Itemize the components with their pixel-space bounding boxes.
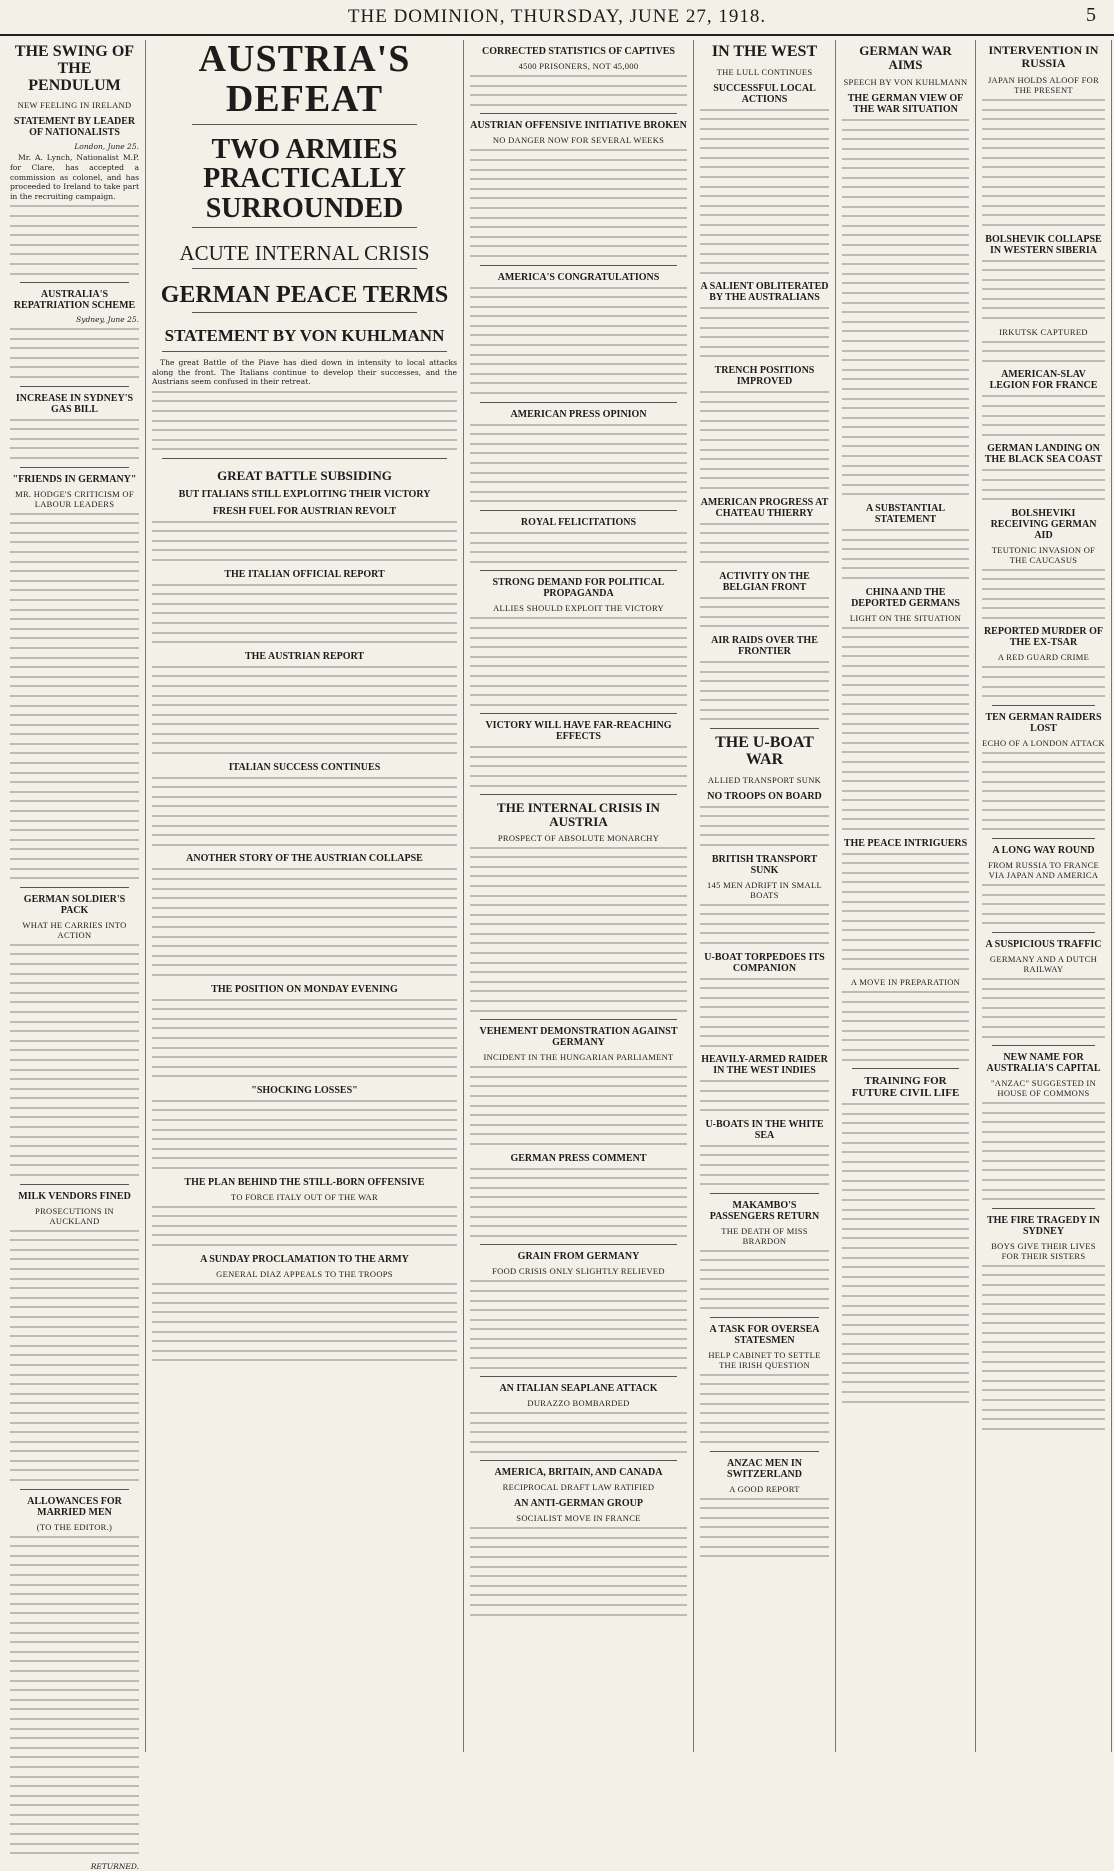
text-block: [982, 752, 1105, 831]
headline-german-view: THE GERMAN VIEW OF THE WAR SITUATION: [847, 93, 964, 116]
headline-royal: ROYAL FELICITATIONS: [520, 516, 637, 528]
text-block: [152, 666, 457, 754]
text-block: [700, 904, 829, 944]
text-block: [470, 75, 687, 106]
headline-grain: GRAIN FROM GERMANY: [517, 1251, 640, 1263]
headline-italian-report: THE ITALIAN OFFICIAL REPORT: [224, 568, 385, 580]
text-block: [470, 532, 687, 563]
subhead-seaplane: DURAZZO BOMBARDED: [527, 1398, 630, 1409]
headline-vehement: VEHEMENT DEMONSTRATION AGAINST GERMANY: [479, 1026, 678, 1049]
headline-anti-german: AN ANTI-GERMAN GROUP: [514, 1498, 643, 1510]
headline-swing: THE SWING OF THE PENDULUM: [14, 43, 135, 94]
headline-seaplane: AN ITALIAN SEAPLANE ATTACK: [499, 1383, 658, 1395]
headline-italian-success: ITALIAN SUCCESS CONTINUES: [228, 761, 381, 773]
text-block: [152, 777, 457, 846]
subhead-long-way: FROM RUSSIA TO FRANCE VIA JAPAN AND AMERICA: [987, 860, 1100, 881]
subhead-british-transport: 145 MEN ADRIFT IN SMALL BOATS: [707, 879, 822, 900]
headline-intervention: INTERVENTION IN RUSSIA: [988, 43, 1099, 70]
headline-substantial-statement: A SUBSTANTIAL STATEMENT: [865, 503, 945, 526]
headline-congratulations: AMERICA'S CONGRATULATIONS: [497, 271, 660, 283]
subhead-battle: BUT ITALIANS STILL EXPLOITING THEIR VICTORY: [178, 488, 431, 500]
subhead-internal-crisis: PROSPECT OF ABSOLUTE MONARCHY: [497, 832, 660, 843]
text-block: [700, 978, 829, 1047]
headline-fire-tragedy: THE FIRE TRAGEDY IN SYDNEY: [986, 1214, 1101, 1237]
headline-anzac: ANZAC MEN IN SWITZERLAND: [726, 1457, 803, 1480]
headline-bolshevik-collapse: BOLSHEVIK COLLAPSE IN WESTERN SIBERIA: [985, 233, 1102, 256]
headline-sunday: A SUNDAY PROCLAMATION TO THE ARMY: [200, 1253, 409, 1265]
subhead-pack: WHAT HE CARRIES INTO ACTION: [22, 919, 127, 940]
subhead-war-aims: SPEECH BY VON KUHLMANN: [843, 77, 968, 88]
headline-white-sea: U-BOATS IN THE WHITE SEA: [705, 1118, 824, 1141]
text-block: [982, 884, 1105, 924]
masthead: [0, 0, 1114, 36]
text-block: [10, 419, 139, 459]
headline-raider: HEAVILY-ARMED RAIDER IN THE WEST INDIES: [701, 1054, 828, 1077]
subhead-sunday: GENERAL DIAZ APPEALS TO THE TROOPS: [216, 1268, 393, 1279]
article-text: Mr. A. Lynch, Nationalist M.P. for Clare, has accepted a commission as colonel, and has proceeded to Ireland to take part in the recruiting campaign.: [10, 153, 139, 201]
text-block: [152, 1283, 457, 1362]
subhead-intervention: JAPAN HOLDS ALOOF FOR THE PRESENT: [987, 75, 1100, 96]
column-5: [836, 40, 976, 1752]
subhead-uboat: ALLIED TRANSPORT SUNK: [707, 774, 822, 785]
text-block: [982, 99, 1105, 226]
text-block: [700, 1374, 829, 1443]
headline-war-aims: GERMAN WAR AIMS: [859, 43, 952, 72]
headline-austrias-defeat: AUSTRIA'S DEFEAT: [198, 38, 411, 120]
headline-slav-legion: AMERICAN-SLAV LEGION FOR FRANCE: [989, 369, 1098, 392]
headline-repatriation: AUSTRALIA'S REPATRIATION SCHEME: [13, 289, 136, 312]
subhead-allowances: (TO THE EDITOR.): [36, 1521, 113, 1532]
headline-friends: "FRIENDS IN GERMANY": [12, 473, 137, 485]
headline-move-preparation: A MOVE IN PREPARATION: [850, 977, 961, 988]
signature: RETURNED.: [90, 1861, 139, 1871]
text-block: [842, 991, 969, 1060]
headline-milk: MILK VENDORS FINED: [18, 1190, 131, 1202]
dateline: London, June 25.: [74, 142, 139, 152]
subhead-swing-2: STATEMENT BY LEADER OF NATIONALISTS: [13, 116, 136, 139]
headline-losses: "SHOCKING LOSSES": [251, 1084, 358, 1096]
text-block: [470, 149, 687, 257]
subhead-ex-tsar: A RED GUARD CRIME: [997, 652, 1090, 663]
headline-internal-crisis-austria: THE INTERNAL CRISIS IN AUSTRIA: [497, 800, 660, 829]
subhead-anti-german: SOCIALIST MOVE IN FRANCE: [516, 1513, 641, 1524]
text-block: [470, 1280, 687, 1368]
text-block: [982, 1265, 1105, 1430]
text-block: [10, 205, 139, 274]
subhead-swing: NEW FEELING IN IRELAND: [17, 100, 132, 111]
text-block: [700, 391, 829, 489]
headline-british-transport: BRITISH TRANSPORT SUNK: [711, 853, 818, 876]
headline-belgian-front: ACTIVITY ON THE BELGIAN FRONT: [719, 570, 810, 593]
headline-offensive-broken: AUSTRIAN OFFENSIVE INITIATIVE BROKEN: [470, 120, 687, 132]
text-block: [982, 666, 1105, 697]
text-block: [842, 529, 969, 579]
headline-black-sea: GERMAN LANDING ON THE BLACK SEA COAST: [984, 443, 1103, 466]
subhead-plan: TO FORCE ITALY OUT OF THE WAR: [231, 1191, 378, 1202]
text-block: [470, 424, 687, 503]
headline-companion: U-BOAT TORPEDOES ITS COMPANION: [704, 951, 825, 974]
text-block: [842, 627, 969, 830]
headline-new-capital: NEW NAME FOR AUSTRALIA'S CAPITAL: [986, 1052, 1101, 1075]
subhead-uboat-2: NO TROOPS ON BOARD: [707, 790, 822, 802]
page-number: 5: [1086, 4, 1096, 26]
headline-task: A TASK FOR OVERSEA STATESMEN: [709, 1323, 820, 1346]
headline-internal-crisis: ACUTE INTERNAL CRISIS: [179, 240, 430, 265]
headline-press-opinion: AMERICAN PRESS OPINION: [510, 408, 647, 420]
text-block: [982, 341, 1105, 362]
subhead-captives: 4500 PRISONERS, NOT 45,000: [518, 61, 639, 71]
text-block: [470, 617, 687, 705]
subhead-local-actions: SUCCESSFUL LOCAL ACTIONS: [713, 82, 816, 105]
text-block: [470, 847, 687, 1012]
text-block: [700, 1250, 829, 1310]
headline-raiders-lost: TEN GERMAN RAIDERS LOST: [985, 711, 1102, 734]
subhead-vehement: INCIDENT IN THE HUNGARIAN PARLIAMENT: [483, 1052, 674, 1063]
lead-paragraph: The great Battle of the Piave has died down in intensity to local attacks along the front. The Italians continue to develop their successes, and the Austrians seem confused in their retreat.: [152, 358, 457, 387]
text-block: [152, 999, 457, 1078]
text-block: [470, 746, 687, 786]
newspaper-title: THE DOMINION, THURSDAY, JUNE 27, 1918.: [347, 6, 767, 27]
text-block: [700, 661, 829, 721]
headline-two-armies: TWO ARMIES PRACTICALLY SURROUNDED: [203, 133, 406, 224]
headline-captives: CORRECTED STATISTICS OF CAPTIVES: [482, 46, 675, 57]
text-block: [982, 569, 1105, 619]
headline-plan: THE PLAN BEHIND THE STILL-BORN OFFENSIVE: [184, 1176, 425, 1188]
headline-uboat-war: THE U-BOAT WAR: [715, 734, 814, 768]
text-block: [152, 868, 457, 976]
subhead-lull: THE LULL CONTINUES: [716, 66, 813, 77]
text-block: [152, 521, 457, 561]
text-block: [982, 260, 1105, 320]
headline-propaganda: STRONG DEMAND FOR POLITICAL PROPAGANDA: [492, 577, 665, 600]
subhead-america-britain-canada: RECIPROCAL DRAFT LAW RATIFIED: [502, 1482, 655, 1493]
headline-german-aid: BOLSHEVIKI RECEIVING GERMAN AID: [990, 507, 1097, 541]
subhead-friends: MR. HODGE'S CRITICISM OF LABOUR LEADERS: [15, 488, 134, 509]
headline-effects: VICTORY WILL HAVE FAR-REACHING EFFECTS: [485, 720, 672, 743]
text-block: [470, 1527, 687, 1615]
headline-suspicious-traffic: A SUSPICIOUS TRAFFIC: [985, 939, 1102, 951]
text-block: [700, 109, 829, 274]
subhead-new-capital: "ANZAC" SUGGESTED IN HOUSE OF COMMONS: [990, 1078, 1097, 1099]
text-block: [842, 119, 969, 495]
headline-battle-subsiding: GREAT BATTLE SUBSIDING: [217, 467, 392, 483]
subhead-milk: PROSECUTIONS IN AUCKLAND: [35, 1205, 114, 1226]
headline-in-the-west: IN THE WEST: [711, 43, 818, 60]
text-block: [700, 307, 829, 357]
headline-training: TRAINING FOR FUTURE CIVIL LIFE: [851, 1075, 960, 1100]
subhead-anzac: A GOOD REPORT: [729, 1483, 800, 1494]
dateline: Sydney, June 25.: [76, 315, 139, 325]
subhead-fire-tragedy: BOYS GIVE THEIR LIVES FOR THEIR SISTERS: [991, 1240, 1096, 1261]
column-2: [146, 40, 464, 1752]
subhead-battle-2: FRESH FUEL FOR AUSTRIAN REVOLT: [212, 505, 397, 517]
text-block: [982, 978, 1105, 1038]
text-block: [842, 853, 969, 970]
text-block: [470, 1168, 687, 1237]
headline-kuhlmann: STATEMENT BY VON KUHLMANN: [164, 326, 445, 346]
text-block: [470, 1412, 687, 1452]
text-block: [842, 1103, 969, 1402]
headline-ex-tsar: REPORTED MURDER OF THE EX-TSAR: [983, 626, 1104, 649]
headline-makambo: MAKAMBO'S PASSENGERS RETURN: [709, 1199, 820, 1222]
text-block: [700, 1498, 829, 1558]
subhead-propaganda: ALLIES SHOULD EXPLOIT THE VICTORY: [493, 603, 664, 614]
text-block: [152, 1206, 457, 1246]
headline-monday: THE POSITION ON MONDAY EVENING: [211, 983, 398, 995]
text-block: [470, 1066, 687, 1145]
subhead-offensive-broken: NO DANGER NOW FOR SEVERAL WEEKS: [492, 135, 665, 146]
headline-german-press: GERMAN PRESS COMMENT: [510, 1152, 647, 1164]
headline-peace-terms: GERMAN PEACE TERMS: [160, 282, 449, 308]
text-block: [700, 597, 829, 628]
text-block: [10, 513, 139, 880]
subhead-irkutsk: IRKUTSK CAPTURED: [999, 326, 1088, 337]
column-6: [976, 40, 1112, 1752]
headline-china: CHINA AND THE DEPORTED GERMANS: [851, 586, 960, 609]
column-1: [4, 40, 146, 1871]
column-4: [694, 40, 836, 1752]
headline-gas-bill: INCREASE IN SYDNEY'S GAS BILL: [15, 392, 134, 415]
headline-salient: A SALIENT OBLITERATED BY THE AUSTRALIANS: [700, 281, 829, 304]
subhead-china: LIGHT ON THE SITUATION: [849, 612, 962, 623]
text-block: [10, 1230, 139, 1481]
text-block: [700, 1080, 829, 1111]
text-block: [10, 1536, 139, 1855]
text-block: [10, 944, 139, 1176]
text-block: [700, 806, 829, 846]
text-block: [700, 1145, 829, 1185]
headline-long-way: A LONG WAY ROUND: [992, 845, 1095, 857]
subhead-makambo: THE DEATH OF MISS BRARDON: [721, 1225, 808, 1246]
headline-america-britain-canada: AMERICA, BRITAIN, AND CANADA: [494, 1467, 663, 1479]
subhead-task: HELP CABINET TO SETTLE THE IRISH QUESTION: [708, 1349, 821, 1370]
text-block: [152, 1100, 457, 1169]
headline-trench: TRENCH POSITIONS IMPROVED: [714, 365, 815, 388]
text-block: [700, 523, 829, 563]
subhead-suspicious-traffic: GERMANY AND A DUTCH RAILWAY: [989, 954, 1098, 975]
text-block: [982, 395, 1105, 435]
text-block: [982, 469, 1105, 500]
subhead-grain: FOOD CRISIS ONLY SLIGHTLY RELIEVED: [492, 1266, 665, 1277]
headline-another-story: ANOTHER STORY OF THE AUSTRIAN COLLAPSE: [186, 853, 423, 865]
text-block: [10, 328, 139, 378]
headline-peace-intriguers: THE PEACE INTRIGUERS: [843, 837, 968, 849]
headline-pack: GERMAN SOLDIER'S PACK: [23, 893, 126, 916]
text-block: [152, 584, 457, 644]
headline-allowances: ALLOWANCES FOR MARRIED MEN: [27, 1495, 122, 1518]
subhead-german-aid: TEUTONIC INVASION OF THE CAUCASUS: [991, 544, 1096, 565]
subhead-raiders-lost: ECHO OF A LONDON ATTACK: [982, 737, 1105, 748]
headline-austrian-report: THE AUSTRIAN REPORT: [244, 650, 365, 662]
column-3: [464, 40, 694, 1752]
text-block: [152, 391, 457, 451]
headline-chateau-thierry: AMERICAN PROGRESS AT CHATEAU THIERRY: [700, 496, 829, 519]
text-block: [982, 1102, 1105, 1200]
text-block: [470, 287, 687, 395]
headline-air-raids: AIR RAIDS OVER THE FRONTIER: [711, 634, 818, 657]
